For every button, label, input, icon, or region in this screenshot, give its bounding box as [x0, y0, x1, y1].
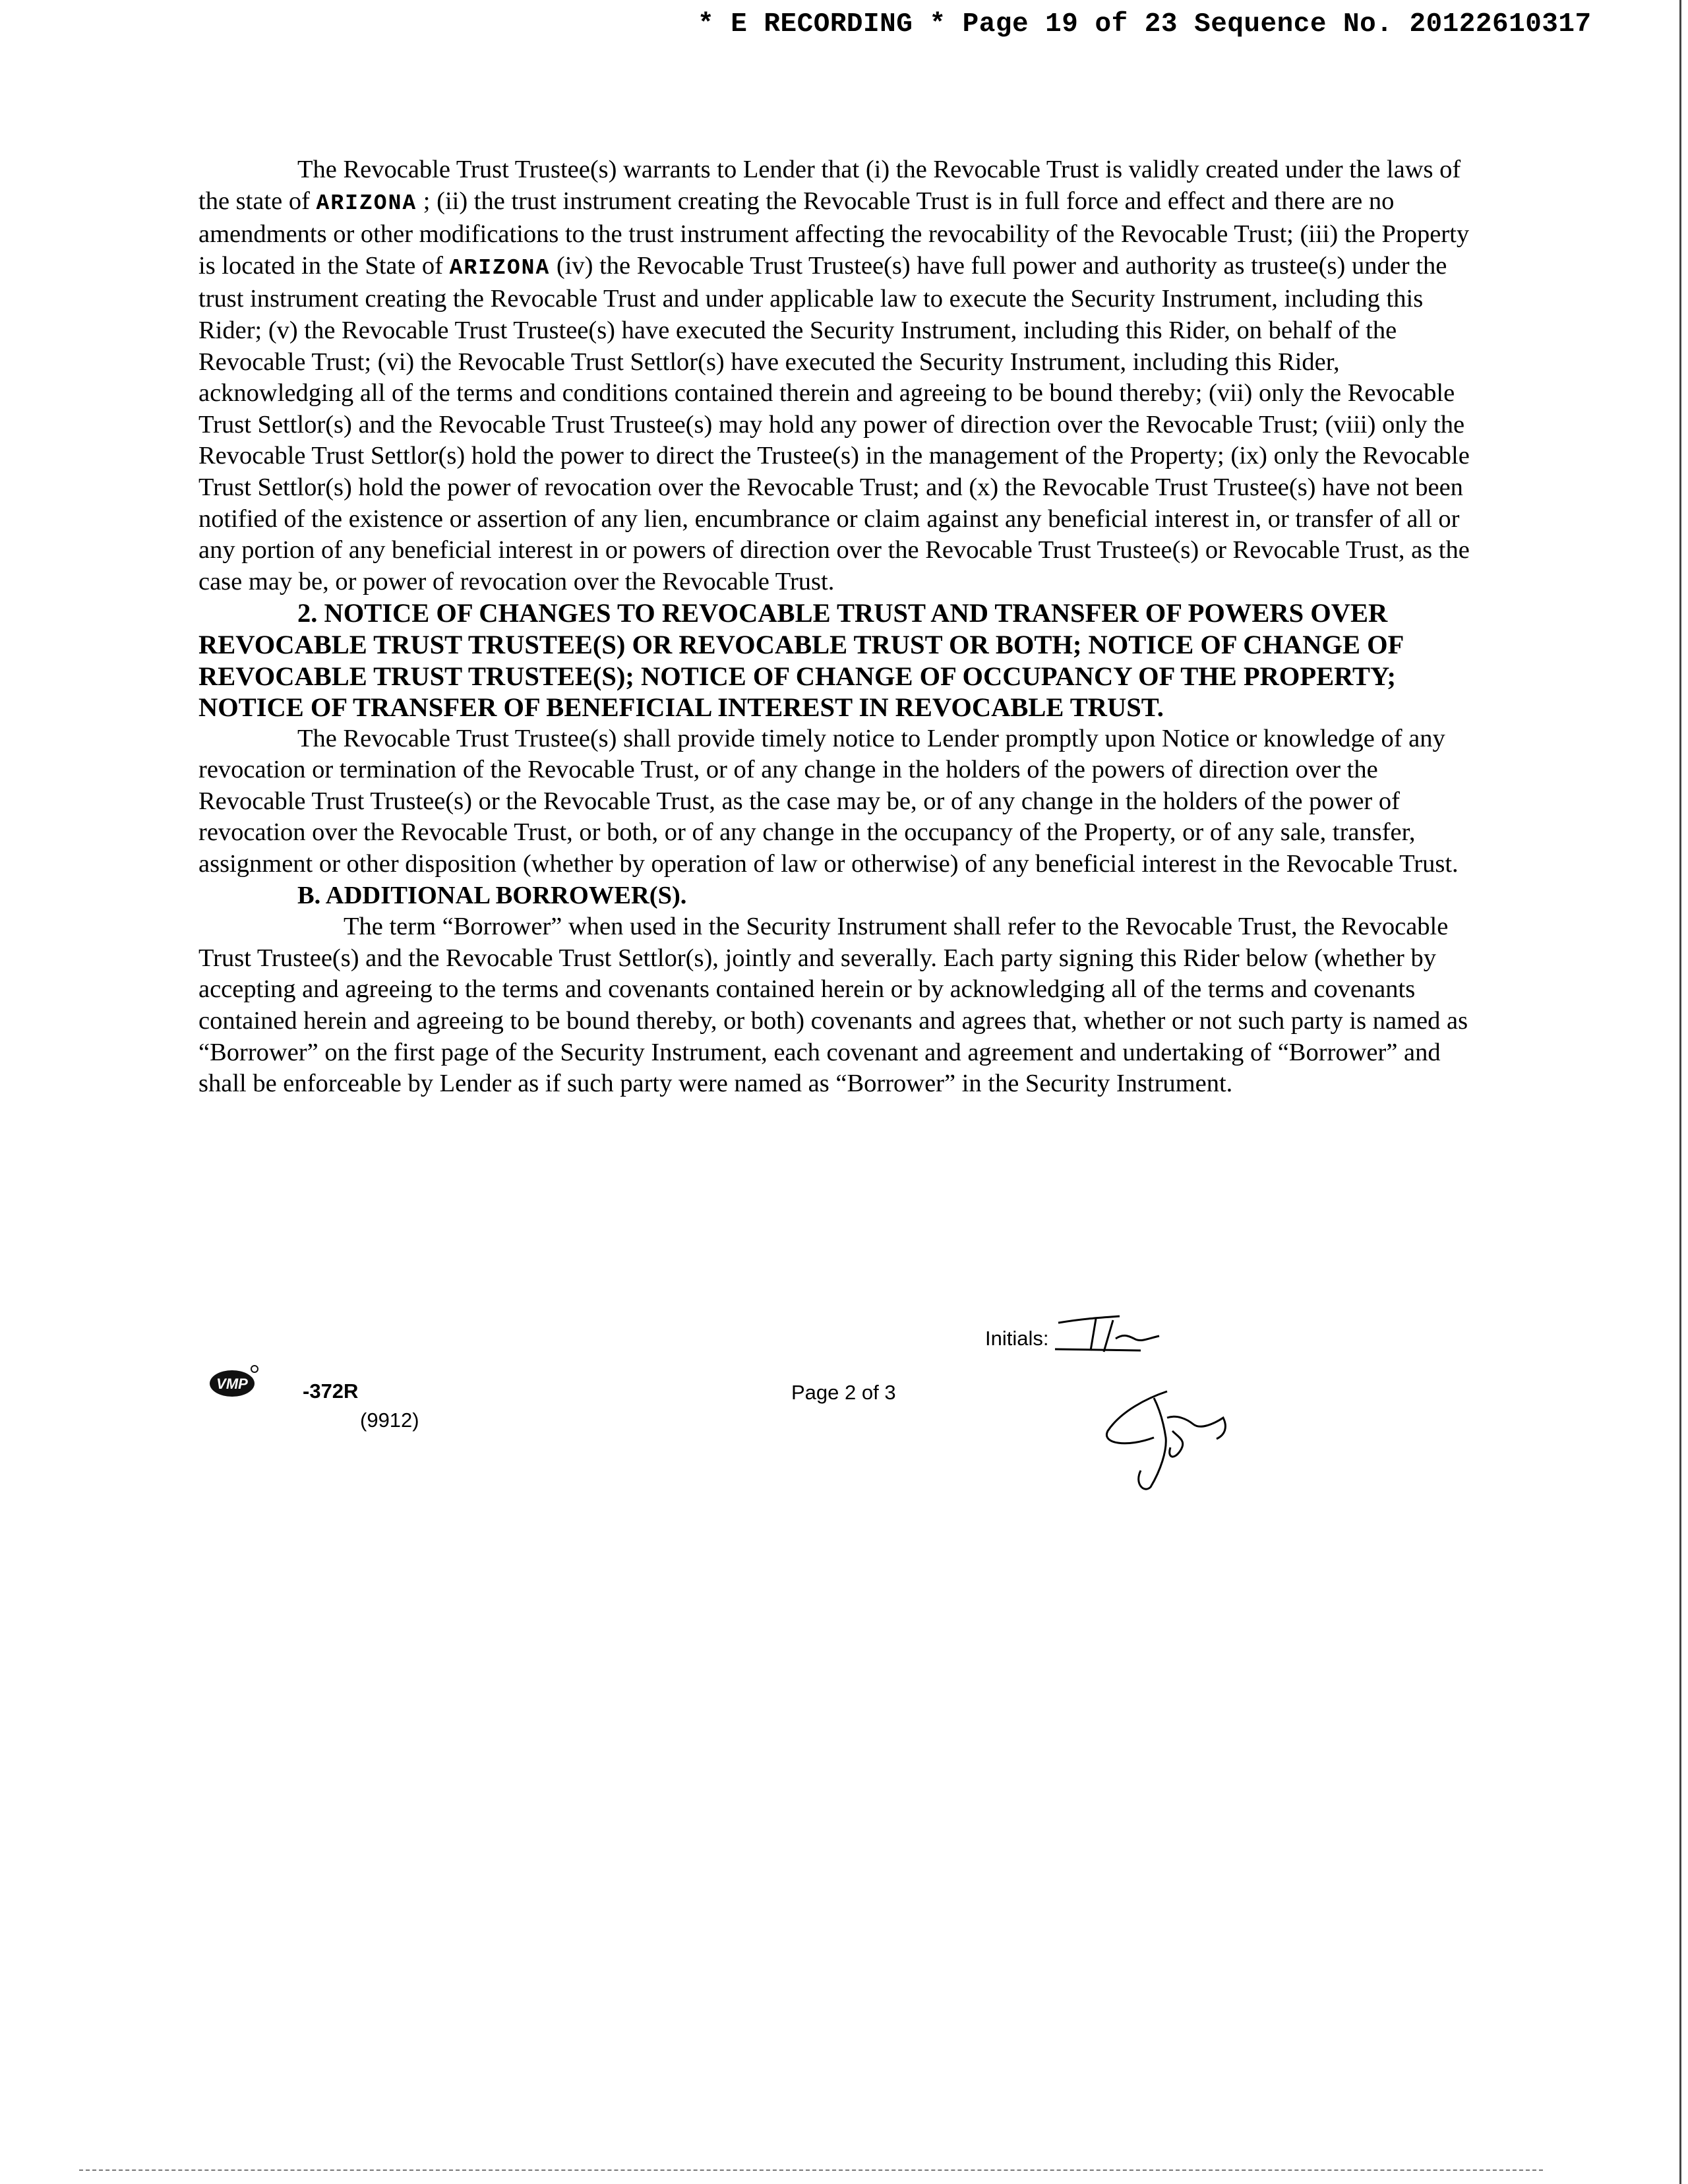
initials-signature: [1042, 1310, 1174, 1362]
section-2-body: The Revocable Trust Trustee(s) shall provide timely notice to Lender promptly upon Notice or knowledge of any revocation or termination of the Revocable Trust, or of any change in the holders of the powers of direction over the Revocable Trust Trustee(s) or the Revocable Trust, as the case may be, or of any change in the holders of the power of revocation over the Revocable Trust, or both, or of any change in the occupancy of the Property, or of any sale, transfer, assignment or other disposition (whether by operation of law or otherwise) of any beneficial interest in the Revocable Trust.: [198, 724, 1459, 878]
handwritten-signature: [1088, 1378, 1246, 1497]
form-code: -372R: [303, 1380, 359, 1403]
warranty-text-1: The Revocable Trust Trustee(s) warrants to Lender that (i) the Revocable Trust is validly created under the laws of the state of: [198, 156, 1461, 215]
page-number: Page 2 of 3: [791, 1381, 896, 1404]
state-value-2: ARIZONA: [449, 255, 551, 280]
form-date: (9912): [360, 1409, 419, 1432]
state-value-1: ARIZONA: [316, 191, 417, 216]
warranty-text-3: (iv) the Revocable Trust Trustee(s) have full power and authority as trustee(s) under the trust instrument creating the Revocable Trust and under applicable law to execute the Security Instrument, including this Rider; (v) the Revocable Trust Trustee(s) have executed the Security Instrument, including this Rider, on behalf of the Revocable Trust; (vi) the Revocable Trust Settlor(s) have executed the Security Instrument, including this Rider, acknowledging all of the terms and conditions contained therein and agreeing to be bound thereby; (vii) only the Revocable Trust Settlor(s) and the Revocable Trust Trustee(s) may hold any power of direction over the Revocable Trust; (viii) only the Revocable Trust Settlor(s) hold the power to direct the Trustee(s) in the management of the Property; (ix) only the Revocable Trust Settlor(s) hold the power of revocation over the Revocable Trust; and (x) the Revocable Trust Trustee(s) have not been notified of the existence or assertion of any lien, encumbrance or claim against any beneficial interest in, or transfer of all or any portion of any beneficial interest in or powers of direction over the Revocable Trust Trustee(s) or Revocable Trust, as the case may be, or power of revocation over the Revocable Trust.: [198, 251, 1470, 595]
section-b-heading: B. ADDITIONAL BORROWER(S).: [297, 881, 687, 909]
document-body: [198, 154, 1484, 1100]
vmp-logo: [208, 1364, 261, 1398]
section-b-body: The term “Borrower” when used in the Security Instrument shall refer to the Revocable Trust, the Revocable Trust Trustee(s) and the Revocable Trust Settlor(s), jointly and severally. Each party signing this Rider below (whether by accepting and agreeing to the terms and covenants contained herein or by acknowledging all of the terms and covenants contained herein and agreeing to be bound thereby, or both) covenants and agrees that, whether or not such party is named as “Borrower” on the first page of the Security Instrument, each covenant and agreement and undertaking of “Borrower” and shall be enforceable by Lender as if such party were named as “Borrower” in the Security Instrument.: [198, 913, 1468, 1098]
section-2-heading: 2. NOTICE OF CHANGES TO REVOCABLE TRUST AND TRANSFER OF POWERS OVER REVOCABLE TRUST TRUSTEE(S) OR REVOCABLE TRUST OR BOTH; NOTICE OF CHANGE OF REVOCABLE TRUST TRUSTEE(S); NOTICE OF CHANGE OF OCCUPANCY OF THE PROPERTY; NOTICE OF TRANSFER OF BENEFICIAL INTEREST IN REVOCABLE TRUST.: [198, 598, 1403, 723]
scan-noise: [79, 2169, 1543, 2172]
warranty-text-2: ; (ii) the trust instrument creating the Revocable Trust is in full force and effect and there are no amendments or other modifications to the trust instrument affecting the revocability of the Revocable Trust; (iii) the Property is located in the State of: [198, 187, 1470, 280]
initials-label: Initials:: [985, 1327, 1049, 1350]
warranty-paragraph: [198, 154, 1484, 597]
recording-header: * E RECORDING * Page 19 of 23 Sequence No. 20122610317: [698, 9, 1592, 40]
scan-edge: [1679, 0, 1681, 2184]
vmp-logo-text: VMP: [216, 1376, 248, 1392]
